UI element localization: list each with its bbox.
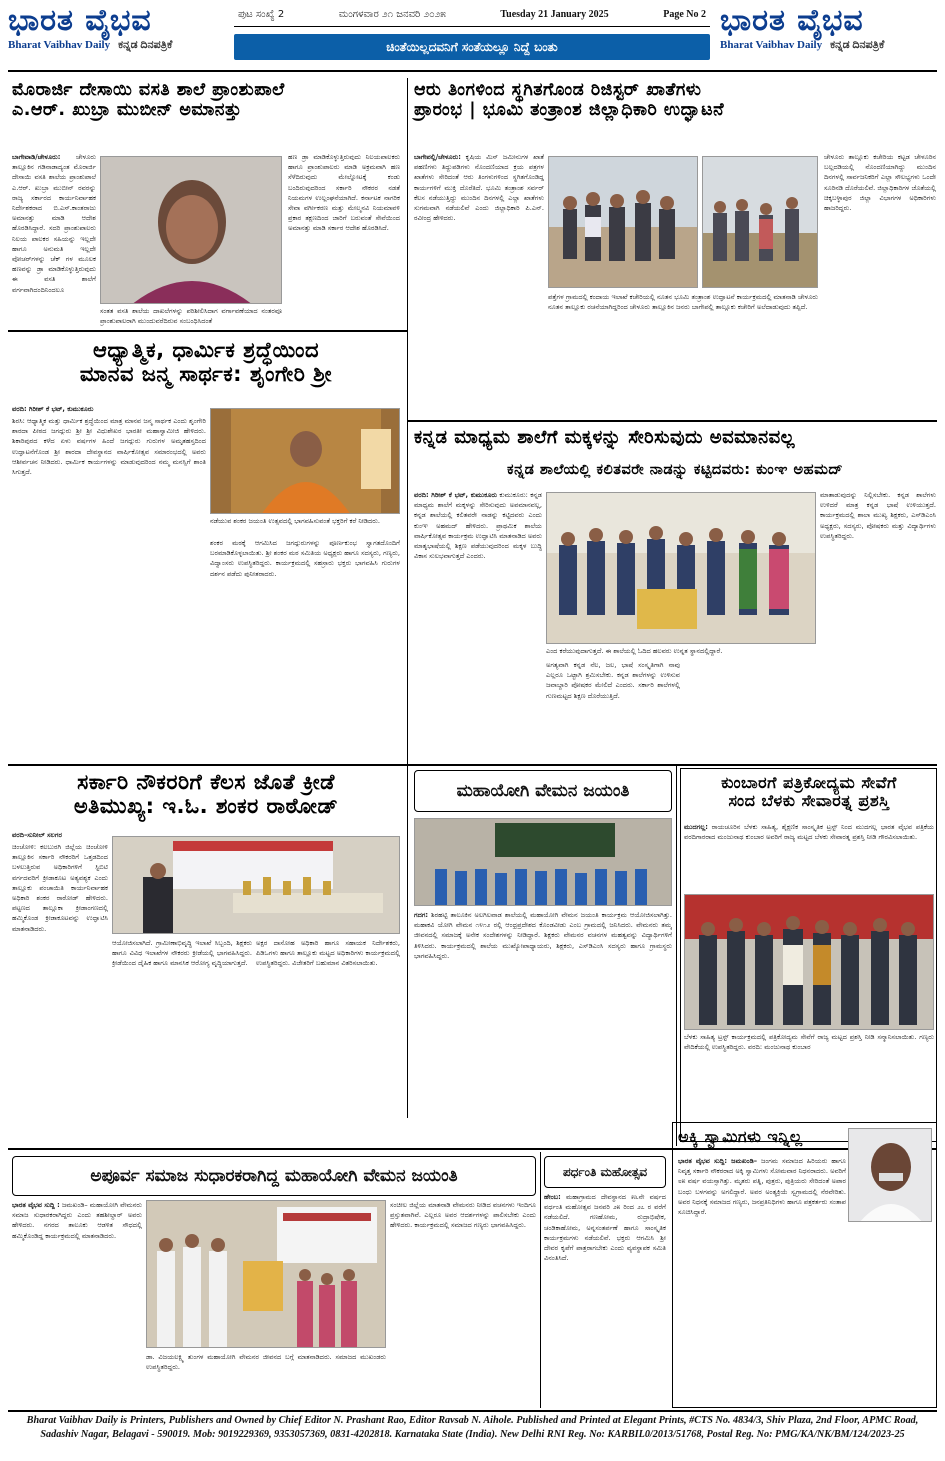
footer-rule xyxy=(8,1410,937,1412)
a5-headline xyxy=(12,770,400,818)
a3-caption: ನಡೆಯುವ ಶಂಕರ ಜಯಂತಿ ಉತ್ಸವದಲ್ಲಿ ಭಾಗವಹಿಸುವಂತೆ ಭಕ್ತರಿಗೆ ಕರೆ ನೀಡಿದರು. xyxy=(210,517,380,525)
masthead-rule xyxy=(8,70,937,72)
masthead-title: ಭಾರತ ವೈಭವ xyxy=(8,3,152,38)
imprint-line-1: Bharat Vaibhav Daily is Printers, Publishers and Owned by Chief Editor N. Prashant Rao, Editor Ravsab N. Aihole. Published and Printed at Elegant Prints, #CTS No. 4834/3, Shiv Plaza, 2nd Floor, APMC Road, xyxy=(26,1415,919,1426)
a6-headline: ಮಹಾಯೋಗಿ ವೇಮನ ಜಯಂತಿ xyxy=(414,770,672,812)
column-rule-1 xyxy=(407,78,408,1118)
a3-dateline: ವರದಿ: ಗಿರೀಶ್ ಕೆ ಭಟ್, ಕುಮುಕೂರು xyxy=(12,405,94,413)
a9-body: ಹೇಂಬ: ಮಹಾಗ್ರಾಮದ ದೇವಸ್ಥಾನದ ೫೬ನೇ ವರ್ಷದ ವರ್ಧಂತಿ ಮಹೋತ್ಸವ ಜನವರಿ ೨೫ ರಿಂದ ೨೭ ರ ವರೆಗೆ ನಡೆಯಲಿದೆ. ಗಣಹೋಮ, ರುದ್ರಾಭಿಷೇಕ, ಚಂಡಿಕಾಹೋಮ, ಅನ್ನಸಂತರ್ಪಣೆ ಹಾಗೂ ಸಾಂಸ್ಕೃತಿಕ ಕಾರ್ಯಕ್ರಮಗಳು ನಡೆಯಲಿವೆ. ಭಕ್ತರು ಆಗಮಿಸಿ ಶ್ರೀ ದೇವರ ಕೃಪೆಗೆ ಪಾತ್ರರಾಗಬೇಕು ಎಂದು ವ್ಯವಸ್ಥಾಪಕ ಸಮಿತಿ ವಿನಂತಿಸಿದೆ. xyxy=(544,1193,666,1263)
a1-headline xyxy=(12,80,400,120)
a7-photo-award xyxy=(684,894,934,1030)
a7-headline xyxy=(684,774,934,811)
a4-col-3: ಮಾತಾಡುವುದನ್ನು ನಿಲ್ಲಿಸಬೇಕು. ಕನ್ನಡ ಶಾಲೆಗಳು ಉಳಿದರೆ ಮಾತ್ರ ಕನ್ನಡ ಭಾಷೆ ಉಳಿಯುತ್ತದೆ. ಕಾರ್ಯಕ್ರಮದಲ್ಲಿ ಶಾಲಾ ಮುಖ್ಯ ಶಿಕ್ಷಕರು, ಎಸ್‌ಡಿಎಂಸಿ ಅಧ್ಯಕ್ಷರು, ಸದಸ್ಯರು, ಪೋಷಕರು ಮತ್ತು ವಿದ್ಯಾರ್ಥಿಗಳು ಉಪಸ್ಥಿತರಿದ್ದರು. xyxy=(820,491,936,540)
a9-headline: ಪರ್ಧಂತಿ ಮಹೋತ್ಸವ xyxy=(544,1156,666,1188)
a3-headline-line-2: ಮಾನವ ಜನ್ಮ ಸಾರ್ಥಕ: ಶೃಂಗೇರಿ ಶ್ರೀ xyxy=(79,362,333,387)
a2-col-2: ಪತ್ತೆಗಳ ಗ್ರಾಮದಲ್ಲಿ ಕಂದಾಯ ಇಲಾಖೆ ಕಚೇರಿಯಲ್ಲಿ ನೂತನ ಭೂಮಿ ತಂತ್ರಾಂಶ ಉದ್ಘಾಟನೆ ಕಾರ್ಯಕ್ರಮದಲ್ಲಿ ಮಾತನಾಡಿ ಚೇಳೂರು ನೂತನ ತಾಲ್ಲೂಕು ರಚನೆಯಾಗಿದ್ದರಿಂದ ಚೇಳೂರು ತಾಲ್ಲೂಕಿನ ಜನರು ಬಾಗೇಪಲ್ಲಿ ತಾಲ್ಲೂಕು ಕಚೇರಿಗೆ ಅಲೆದಾಡುವುದು ತಪ್ಪಿದೆ. xyxy=(548,293,818,312)
a1-col-1: ಬಾಗೇವಾಡಿ/ಚೇಳೂರು: ಚೇಳೂರು ತಾಲ್ಲೂಕಿನ ಗಡಿನಾಡಾದ್ಯಂತ ಮೊರಾರ್ಜಿ ದೇಸಾಯಿ ವಸತಿ ಶಾಲೆಯ ಪ್ರಾಂಶುಪಾಲೆ ಎ.ಆರ್. ಖುಬ್ರಾ ಮುಬೀನ್ ರವರನ್ನು ರಾಜ್ಯ ಸರ್ಕಾರದ ಕಾರ್ಯನಿರ್ವಾಹಕ ನಿರ್ದೇಶಕರಾದ ಬಿ.ಎಸ್.ಕಾಂತರಾಜು ಅಮಾನತ್ತು ಮಾಡಿ ಆದೇಶ ಹೊರಡಿಸಿದ್ದಾರೆ. ಸದರಿ ಪ್ರಾಂಶುಪಾಲರು ನಿಲಯ ಪಾಲಕರ ಸಹಿಯನ್ನು ಇಲ್ಲದೇ ಹಾಗೂ ಅನುಮತಿ ಇಲ್ಲದೇ ವೋಚರ್‌ಗಳನ್ನು ಚೆಕ್ ಗಳ ಮೂಲಕ ಹಣವನ್ನು ಡ್ರಾ ಮಾಡಿಕೊಳ್ಳುತ್ತಿರುವುದು ಈ ವಸತಿ ಶಾಲೆಗೆ ವರ್ಗವಾಗಿದಂದಿನಿಂದಲೂ xyxy=(12,153,96,294)
a1-photo-principal xyxy=(100,156,282,304)
masthead-title-right: ಭಾರತ ವೈಭವ xyxy=(720,3,864,38)
a5-dateline: ವರದಿ–ಸುನೀಲ್ ಸಲಗರ xyxy=(12,831,62,839)
a5-headline-line-2: ಅತಿಮುಖ್ಯ: ಇ.ಓ. ಶಂಕರ ರಾಠೋಡ್ xyxy=(73,794,339,819)
a7-dateline: ಮುದಗಲ್ಲ: xyxy=(684,823,708,831)
a4-col-1: ವರದಿ: ಗಿರೀಶ್ ಕೆ ಭಟ್, ಕುಮುಕೂರು ಕುಮುಕೂರು: ಕನ್ನಡ ಮಾಧ್ಯಮ ಶಾಲೆಗೆ ಮಕ್ಕಳನ್ನು ಸೇರಿಸುವುದು ಅವಮಾನವಲ್ಲ, ಕನ್ನಡ ಶಾಲೆಯಲ್ಲಿ ಕಲಿತವರೇ ನಾಡನ್ನು ಕಟ್ಟಿದವರು ಎಂದು ಕುಂಞ ಅಹಮದ್ ಹೇಳಿದರು. ಪ್ರಾಥಮಿಕ ಶಾಲೆಯ ವಾರ್ಷಿಕೋತ್ಸವ ಕಾರ್ಯಕ್ರಮ ಉದ್ಘಾಟಿಸಿ ಮಾತನಾಡಿದ ಅವರು ಮಾತೃಭಾಷೆಯಲ್ಲಿ ಶಿಕ್ಷಣ ಪಡೆಯುವುದರಿಂದ ಮಕ್ಕಳ ಬುದ್ಧಿ ವಿಕಾಸ ಸುಲಭವಾಗುತ್ತದೆ ಎಂದರು. xyxy=(414,491,542,561)
a5-dateline-row xyxy=(12,830,92,842)
a3-photo-seer xyxy=(210,408,400,514)
issue-date-kn: ಮಂಗಳವಾರ ೨೧ ಜನವರಿ ೨೦೨೫ xyxy=(338,8,446,20)
a2-photo-field-visit xyxy=(702,156,818,288)
a5-col-2: ಆಯೋಜಿಸಲಾಗಿದೆ. ಗ್ರಾಮೀಣಾಭಿವೃದ್ಧಿ ಇಲಾಖೆ ಸಿಬ್ಬಂದಿ, ಶಿಕ್ಷಕರು ಹಾಗೂ ವಿವಿಧ ಇಲಾಖೆಗಳ ನೌಕರರು ಕ್ರೀಡೆಯಲ್ಲಿ ಭಾಗವಹಿಸಿದ್ದರು. ಕ್ರೀಡೆಯಿಂದ ದೈಹಿಕ ಹಾಗೂ ಮಾನಸಿಕ ಆರೋಗ್ಯ ವೃದ್ಧಿಯಾಗುತ್ತದೆ. xyxy=(112,939,252,968)
masthead-subtitle-kn: ಕನ್ನಡ ದಿನಪತ್ರಿಕೆ xyxy=(118,39,173,51)
page-number: Page No 2 xyxy=(663,8,706,20)
a2-col-1: ಬಾಗೇಪಲ್ಲಿ/ಚೇಳೂರು: ಕೃಷಿಯ ಮಿಸ್ ಜಮೀನುಗಳ ಖಾತೆ ಪಹಣಿಗಳು ತಿದ್ದುಪಡಿಗಳು ನೊಂದಣಿಯಾದ ಕ್ರಯ ಪತ್ರಗಳ ಖಾತೆಗಳು ಸೇರಿದಂತೆ ಆರು ತಿಂಗಳುಗಳಿಂದ ಸ್ಥಗಿತಗೊಂಡಿದ್ದ ಕಾರ್ಯಗಳಿಗೆ ಮುಕ್ತಿ ದೊರೆತಿದೆ. ಭೂಮಿ ತಂತ್ರಾಂಶ ಸರ್ವರ್ ಕೆಲಸ ನಡೆಯುತ್ತಿದ್ದು ಮುಂದಿನ ದಿನಗಳಲ್ಲಿ ಎಲ್ಲಾ ಖಾತೆಗಳು ಸುಗಮವಾಗಿ ನಡೆಯಲಿವೆ ಎಂದು ಜಿಲ್ಲಾಧಿಕಾರಿ ಪಿ.ಎನ್. ರವೀಂದ್ರ ಹೇಳಿದರು. xyxy=(414,153,544,223)
a10-photo-portrait xyxy=(848,1128,932,1222)
slogan-banner: ಚಿಂತೆಯಿಲ್ಲದವನಿಗೆ ಸಂತೆಯಲ್ಲೂ ನಿದ್ದೆ ಬಂತು xyxy=(234,34,710,60)
a8-photo-event xyxy=(146,1200,386,1348)
a6-dateline: ಗದಗ: xyxy=(414,911,429,919)
masthead-subtitle-kn-right: ಕನ್ನಡ ದಿನಪತ್ರಿಕೆ xyxy=(830,39,885,51)
a2-dateline: ಬಾಗೇಪಲ್ಲಿ/ಚೇಳೂರು: xyxy=(414,153,461,161)
a5-col-3: ಅಕ್ಷರ ದಾಸೋಹ ಅಧಿಕಾರಿ ಹಾಗೂ ಸಹಾಯಕ ನಿರ್ದೇಶಕರು, ಪಿಡಿಒಗಳು ಹಾಗೂ ತಾಲ್ಲೂಕು ಮಟ್ಟದ ಅಧಿಕಾರಿಗಳು ಕಾರ್ಯಕ್ರಮದಲ್ಲಿ ಉಪಸ್ಥಿತರಿದ್ದರು. ವಿಜೇತರಿಗೆ ಬಹುಮಾನ ವಿತರಿಸಲಾಯಿತು. xyxy=(256,939,400,968)
a5-photo-sports-event xyxy=(112,836,400,934)
a8-col-3: ಸಂಚೀಲ ಜಿಲ್ಲೆಯ ಮಾತನಾಡಿ ವೇಮನರು ನೀಡಿದ ವಚನಗಳು ಇಂದಿಗೂ ಪ್ರಸ್ತುತವಾಗಿವೆ. ಎಲ್ಲರೂ ಅವರ ಆದರ್ಶಗಳನ್ನು ಪಾಲಿಸಬೇಕು ಎಂದು ಹೇಳಿದರು. ಕಾರ್ಯಕ್ರಮದಲ್ಲಿ ಸಮಾಜದ ಗಣ್ಯರು ಭಾಗವಹಿಸಿದ್ದರು. xyxy=(390,1201,536,1230)
masthead-logo-right xyxy=(720,4,938,64)
a10-headline: ಅಕ್ಕಿ ಸ್ವಾಮಿಗಳು ಇನ್ನಿಲ್ಲ xyxy=(678,1127,803,1146)
a4-headline-1: ಕನ್ನಡ ಮಾಧ್ಯಮ ಶಾಲೆಗೆ ಮಕ್ಕಳನ್ನು ಸೇರಿಸುವುದು ಅವಮಾನವಲ್ಲ xyxy=(414,427,795,448)
a6-body: ಗದಗ: ಶಿರಹಟ್ಟಿ ತಾಲೂಕಿನ ಅಲಗಿಲವಾಡ ಶಾಲೆಯಲ್ಲಿ ಮಹಾಯೋಗಿ ವೇಮನ ಜಯಂತಿ ಕಾರ್ಯಕ್ರಮ ಆಯೋಜಿಸಲಾಗಿತ್ತು. ಮಹಾಕವಿ ಯೋಗಿ ವೇಮನ ೧೪೧೨ ರಲ್ಲಿ ಆಂಧ್ರಪ್ರದೇಶದ ಕೊಂಡವೀಡು ಎಂಬ ಗ್ರಾಮದಲ್ಲಿ ಜನಿಸಿದರು. ವೇಮನರು ತಮ್ಮ ಜೀವನದಲ್ಲಿ ಸಮಾಜಕ್ಕೆ ಅನೇಕ ಸಂದೇಶಗಳನ್ನು ನೀಡಿದ್ದಾರೆ. ಶಿಕ್ಷಕರು ವೇಮನರ ವಚನಗಳ ಮಹತ್ವವನ್ನು ವಿದ್ಯಾರ್ಥಿಗಳಿಗೆ ತಿಳಿಸಿದರು. ಕಾರ್ಯಕ್ರಮದಲ್ಲಿ ಶಾಲೆಯ ಮುಖ್ಯೋಪಾಧ್ಯಾಯರು, ಶಿಕ್ಷಕರು, ಎಸ್‌ಡಿಎಂಸಿ ಸದಸ್ಯರು ಹಾಗೂ ಗ್ರಾಮಸ್ಥರು ಭಾಗವಹಿಸಿದ್ದರು. xyxy=(414,911,672,960)
a4-dateline: ವರದಿ: ಗಿರೀಶ್ ಕೆ ಭಟ್, ಕುಮುಕೂರು xyxy=(414,491,497,499)
a3-col-2: ಶಂಕರ ಮಠಕ್ಕೆ ಆಗಮಿಸಿದ ಜಗದ್ಗುರುಗಳನ್ನು ಪೂರ್ಣಕುಂಭ ಸ್ವಾಗತದೊಂದಿಗೆ ಬರಮಾಡಿಕೊಳ್ಳಲಾಯಿತು. ಶ್ರೀ ಶಂಕರ ಮಠ ಸಮಿತಿಯ ಅಧ್ಯಕ್ಷರು ಹಾಗೂ ಸದಸ್ಯರು, ಗಣ್ಯರು, ವಿದ್ವಾಂಸರು ಉಪಸ್ಥಿತರಿದ್ದರು. ಕಾರ್ಯಕ್ರಮದಲ್ಲಿ ಸಹಸ್ರಾರು ಭಕ್ತರು ಭಾಗವಹಿಸಿ ಗುರುಗಳ ದರ್ಶನ ಪಡೆದು ಪುನೀತರಾದರು. xyxy=(210,539,400,578)
a9-dateline: ಹೇಂಬ: xyxy=(544,1193,561,1201)
a4-col-2: ಅಗತ್ಯವಾಗಿ ಕನ್ನಡ ನೆಲ, ಜಲ, ಭಾಷೆ ಸಂಸ್ಕೃತಿಗಾಗಿ ನಾವು ಎಲ್ಲರೂ ಒಟ್ಟಾಗಿ ಶ್ರಮಿಸಬೇಕು. ಕನ್ನಡ ಶಾಲೆಗಳನ್ನು ಉಳಿಸುವ ಜವಾಬ್ದಾರಿ ಪೋಷಕರ ಮೇಲಿದೆ ಎಂದರು. ಸರ್ಕಾರಿ ಶಾಲೆಗಳಲ್ಲಿ ಗುಣಮಟ್ಟದ ಶಿಕ್ಷಣ ದೊರೆಯುತ್ತಿದೆ. xyxy=(546,661,680,700)
a1-dateline: ಬಾಗೇವಾಡಿ/ಚೇಳೂರು: xyxy=(12,153,61,161)
mid-page-rule xyxy=(8,764,937,766)
a2-bottom-rule xyxy=(408,420,937,422)
column-rule-3 xyxy=(540,1152,541,1408)
a1-caption: ಸಂತತ ವಸತಿ ಶಾಲೆಯ ದಾಖಲೆಗಳನ್ನು ಪರಿಶೀಲಿಸಿದಾಗ ವರ್ಗಾವಣೆಯಾದ ನಂತರವೂ ಪ್ರಾಂಶುಪಾಲರಾಗಿ ಮುಂದುವರೆದಿರುವ ಸಂಬಂಧಿಸಿದಂತೆ xyxy=(100,307,282,325)
issue-date-en: Tuesday 21 January 2025 xyxy=(500,8,609,20)
a3-col-1: ಶಿರಸಿ: ಆಧ್ಯಾತ್ಮಿಕ ಮತ್ತು ಧಾರ್ಮಿಕ ಶ್ರದ್ಧೆಯಿಂದ ಮಾತ್ರ ಮಾನವ ಜನ್ಮ ಸಾರ್ಥಕ ಎಂದು ಶೃಂಗೇರಿ ಶಾರದಾ ಪೀಠದ ಜಗದ್ಗುರು ಶ್ರೀ ಶ್ರೀ ವಿಧುಶೇಖರ ಭಾರತೀ ಮಹಾಸ್ವಾಮೀಜಿ ಹೇಳಿದರು. ಶಿಕಾರಿಪುರದ ಕಳೆದ ಏಳು ವರ್ಷಗಳ ಹಿಂದೆ ಜಗದ್ಗುರು ಗುರುಗಳ ಅಮೃತಹಸ್ತದಿಂದ ಉದ್ಘಾಟನೆಗೊಂಡ ಶ್ರೀ ಶಾರದಾ ದೇವಸ್ಥಾನದ ವಾರ್ಷಿಕೋತ್ಸವ ಸಮಾರಂಭದಲ್ಲಿ ಅವರು ಆಶೀರ್ವಚನ ನೀಡಿದರು. ಧಾರ್ಮಿಕ ಕಾರ್ಯಗಳನ್ನು ಮಾಡುವುದರಿಂದ ನಮ್ಮ ಮನಸ್ಸಿಗೆ ಶಾಂತಿ ಸಿಗುತ್ತದೆ. xyxy=(12,417,206,477)
a4-photo-school xyxy=(546,492,816,644)
a1-col-3: ಹಣ ಡ್ರಾ ಮಾಡಿಕೊಳ್ಳುತ್ತಿರುವುದು ನಿಲಯಪಾಲಕರು ಹಾಗೂ ಪ್ರಾಂಶುಪಾಲರು ಮಾಡಿ ಅಕ್ರಮವಾಗಿ ಹಣ ಸೆಳೆದಿರುವುದು ಮೇಲ್ನೋಟಕ್ಕೆ ಕಂಡು ಬಂದಿರುವುದರಿಂದ ಸರ್ಕಾರಿ ನೌಕರರ ನಡತೆ ನಿಯಮಗಳ ಉಲ್ಲಂಘನೆಯಾಗಿದೆ. ಕರ್ನಾಟಕ ನಾಗರಿಕ ಸೇವಾ ವರ್ಗೀಕರಣ ಮತ್ತು ಮೇಲ್ಮನವಿ ನಿಯಮಾವಳಿ ಪ್ರಕಾರ ತಕ್ಷಣದಿಂದ ಜಾರಿಗೆ ಬರುವಂತೆ ಸೇವೆಯಿಂದ ಅಮಾನತ್ತು ಮಾಡಿ ಸರ್ಕಾರ ಆದೇಶ ಹೊರಡಿಸಿದೆ. xyxy=(288,153,400,233)
a3-headline-line-1: ಆಧ್ಯಾತ್ಮಿಕ, ಧಾರ್ಮಿಕ ಶ್ರದ್ಧೆಯಿಂದ xyxy=(92,338,320,362)
imprint-footer xyxy=(8,1414,937,1456)
a5-col-1: ಚಿಂಚೋಳಿ: ಕಲಬುರಗಿ ಜಿಲ್ಲೆಯ ಚಿಂಚೋಳಿ ತಾಲ್ಲೂಕಿನ ಸರ್ಕಾರಿ ನೌಕರರಿಗೆ ಒತ್ತಡದಿಂದ ಬಳಲುತ್ತಿರುವ ಅಧಿಕಾರಿಗಳಿಗೆ ಸ್ಟಿಬಿಟಿ ವರ್ಗದವರಿಗೆ ಕ್ರೀಡಾಕೂಟ ಅತ್ಯವಶ್ಯಕ ಎಂದು ತಾಲ್ಲೂಕು ಪಂಚಾಯಿತಿ ಕಾರ್ಯನಿರ್ವಾಹಕ ಅಧಿಕಾರಿ ಶಂಕರ ರಾಠೋಡ್ ಹೇಳಿದರು. ಪಟ್ಟಣದ ತಾಲ್ಲೂಕಾ ಕ್ರೀಡಾಂಗಣದಲ್ಲಿ ಹಮ್ಮಿಕೊಂಡ ಕ್ರೀಡಾಕೂಟವನ್ನು ಉದ್ಘಾಟಿಸಿ ಮಾತನಾಡಿದರು. xyxy=(12,843,108,933)
column-rule-2 xyxy=(676,766,677,1146)
a2-headline-line-2: ಪ್ರಾರಂಭ | ಭೂಮಿ ತಂತ್ರಾಂಶ ಜಿಲ್ಲಾಧಿಕಾರಿ ಉದ್ಘಾಟನೆ xyxy=(414,100,725,121)
a2-headline-line-1: ಆರು ತಿಂಗಳಿಂದ ಸ್ಥಗಿತಗೊಂಡ ರಿಜಿಸ್ಟರ್ ಖಾತೆಗಳು xyxy=(414,80,702,100)
a1-bottom-rule xyxy=(8,330,408,332)
a7-caption: ಬೆಳಕು ಸಾಹಿತ್ಯ ಟ್ರಸ್ಟ್ ಕಾರ್ಯಕ್ರಮದಲ್ಲಿ ಪತ್ರಿಕೋದ್ಯಮ ಸೇವೆಗೆ ರಾಜ್ಯ ಮಟ್ಟದ ಪ್ರಶಸ್ತಿ ನೀಡಿ ಸನ್ಮಾನಿಸಲಾಯಿತು. ಗಣ್ಯರು ವೇದಿಕೆಯಲ್ಲಿ ಉಪಸ್ಥಿತರಿದ್ದರು. ವರದಿ: ಮಂಜುನಾಥ ಕುಂಬಾರ xyxy=(684,1033,934,1051)
a8-col-1: ಭಾರತ ವೈಭವ ಸುದ್ದಿ : ಜಮಖಂಡಿ– ಮಹಾಯೋಗಿ ವೇಮನರು ಸಮಾಜ ಸುಧಾರಕರಾಗಿದ್ದರು ಎಂದು ತಹಶೀಲ್ದಾರ್ ಅವರು ಹೇಳಿದರು. ನಗರದ ತಾಲೂಕು ಆಡಳಿತ ಸೌಧದಲ್ಲಿ ಹಮ್ಮಿಕೊಂಡಿದ್ದ ಕಾರ್ಯಕ್ರಮದಲ್ಲಿ ಮಾತನಾಡಿದರು. xyxy=(12,1201,142,1240)
a7-body: ಮುದಗಲ್ಲ: ರಾಯಚೂರಿನ ಬೆಳಕು ಸಾಹಿತ್ಯ, ಶೈಕ್ಷಣಿಕ ಸಾಂಸ್ಕೃತಿಕ ಟ್ರಸ್ಟ್ ನಿಂದ ಮುದಗಲ್ಲ ಭಾರತ ವೈಭವ ಪತ್ರಿಕೆಯ ವರದಿಗಾರರಾದ ಮಂಜುನಾಥ ಕುಂಬಾರ ಅವರಿಗೆ ರಾಜ್ಯ ಮಟ್ಟದ ಬೆಳಕು ಸೇವಾರತ್ನ ಪ್ರಶಸ್ತಿ ನೀಡಿ ಗೌರವಿಸಲಾಯಿತು. xyxy=(684,823,934,842)
a2-headline xyxy=(414,80,936,120)
a3-headline xyxy=(12,338,400,386)
masthead-logo-left xyxy=(8,4,226,64)
masthead-subtitle-en: Bharat Vaibhav Daily xyxy=(8,39,111,51)
a4-headline-2: ಕನ್ನಡ ಶಾಲೆಯಲ್ಲಿ ಕಲಿತವರೇ ನಾಡನ್ನು ಕಟ್ಟಿದವರು: ಕುಂಞ ಅಹಮದ್ xyxy=(507,462,843,478)
issue-rule xyxy=(234,26,710,27)
a6-photo-school-children xyxy=(414,818,672,906)
a4-caption: ಎಂದ ಕರೆಯುವುದಾಗುತ್ತದೆ. ಈ ಶಾಲೆಯಲ್ಲಿ ಓದಿದ ಹಲವರು ಉನ್ನತ ಸ್ಥಾನದಲ್ಲಿದ್ದಾರೆ. xyxy=(546,647,723,655)
a8-dateline: ಭಾರತ ವೈಭವ ಸುದ್ದಿ : xyxy=(12,1201,60,1209)
a2-photo-officials xyxy=(548,156,698,288)
masthead-subtitle-en-right: Bharat Vaibhav Daily xyxy=(720,39,823,51)
a7-headline-line-1: ಕುಂಬಾರಗೆ ಪತ್ರಿಕೋದ್ಯಮ ಸೇವೆಗೆ xyxy=(721,773,897,792)
a8-headline: ಅಪೂರ್ವ ಸಮಾಜ ಸುಧಾರಕರಾಗಿದ್ದ ಮಹಾಯೋಗಿ ವೇಮನ ಜಯಂತಿ xyxy=(12,1156,536,1196)
a1-headline-line-2: ಎ.ಆರ್. ಖುಬ್ರಾ ಮುಬೀನ್ ಅಮಾನತ್ತು xyxy=(12,100,242,121)
imprint-line-2: Sadashiv Nagar, Belagavi - 590019. Mob: 9019229369, 9353057369, 0831-4202818. Karnataka State (India). New Delhi RNI Reg. No: KARBIL0/2013/51768, Postal Reg. No: PMG/KA/NK/BM/124/2023-25 xyxy=(40,1428,905,1440)
a8-caption: ಡಾ. ವಿಜಯಲಕ್ಷ್ಮಿ ತುಂಗಳ ಮಹಾಯೋಗಿ ವೇಮನರ ಜೀವನದ ಬಗ್ಗೆ ಮಾತನಾಡಿದರು. ಸಮಾಜದ ಮುಖಂಡರು ಉಪಸ್ಥಿತರಿದ್ದರು. xyxy=(146,1353,386,1371)
a1-headline-line-1: ಮೊರಾರ್ಜಿ ದೇಸಾಯಿ ವಸತಿ ಶಾಲೆ ಪ್ರಾಂಶುಪಾಲೆ xyxy=(12,80,285,100)
issue-number: ಪುಟ ಸಂಖ್ಯೆ 2 xyxy=(238,8,285,20)
issue-bar xyxy=(234,4,710,24)
a7-headline-line-2: ಸಂದ ಬೆಳಕು ಸೇವಾರತ್ನ ಪ್ರಶಸ್ತಿ xyxy=(728,791,890,811)
a10-dateline: ಭಾರತ ವೈಭವ ಸುದ್ದಿ: ಜಮಖಂಡಿ– xyxy=(678,1157,758,1165)
a2-col-3: ಚೇಳೂರು ತಾಲ್ಲೂಕು ಕಚೇರಿಯ ಕಟ್ಟಡ ಚೇಳೂರಿನ ಬಲ್ಲದಡಿಯಲ್ಲಿ ನೊಂದಣಿಯಾಗಿದ್ದು ಮುಂದಿನ ದಿನಗಳಲ್ಲಿ ಸಾರ್ವಜನಿಕರಿಗೆ ಎಲ್ಲಾ ಸೌಲಭ್ಯಗಳು ಒಂದೇ ಸೂರಿನಡಿ ದೊರೆಯಲಿವೆ. ಜಿಲ್ಲಾಧಿಕಾರಿಗಳ ಜೊತೆಯಲ್ಲಿ ಚಿಕ್ಕಬಳ್ಳಾಪುರ ಜಿಲ್ಲಾ ವಿಭಾಗಗಳ ಅಧಿಕಾರಿಗಳು ಹಾಜರಿದ್ದರು. xyxy=(824,153,936,213)
a5-headline-line-1: ಸರ್ಕಾರಿ ನೌಕರರಿಗೆ ಕೆಲಸ ಜೊತೆ ಕ್ರೀಡೆ xyxy=(77,770,335,794)
a10-body: ಭಾರತ ವೈಭವ ಸುದ್ದಿ: ಜಮಖಂಡಿ– ಜಂಗಮ ಸಮಾಜದ ಹಿರಿಯರು ಹಾಗೂ ನಿವೃತ್ತ ಸರ್ಕಾರಿ ನೌಕರರಾದ ಅಕ್ಕಿ ಸ್ವಾಮಿಗಳು ಸೋಮವಾರ ನಿಧನರಾದರು. ಅವರಿಗೆ ೮೫ ವರ್ಷ ವಯಸ್ಸಾಗಿತ್ತು. ಮೃತರು ಪತ್ನಿ, ಪುತ್ರರು, ಪುತ್ರಿಯರು ಸೇರಿದಂತೆ ಅಪಾರ ಬಂಧು ಬಳಗವನ್ನು ಅಗಲಿದ್ದಾರೆ. ಅವರ ಅಂತ್ಯಕ್ರಿಯೆ ಸ್ವಗ್ರಾಮದಲ್ಲಿ ನೆರವೇರಿತು. ಅವರ ನಿಧನಕ್ಕೆ ಸಮಾಜದ ಗಣ್ಯರು, ಜನಪ್ರತಿನಿಧಿಗಳು ಹಾಗೂ ಪತ್ರಕರ್ತರು ಸಂತಾಪ ಸೂಚಿಸಿದ್ದಾರೆ. xyxy=(678,1157,846,1217)
